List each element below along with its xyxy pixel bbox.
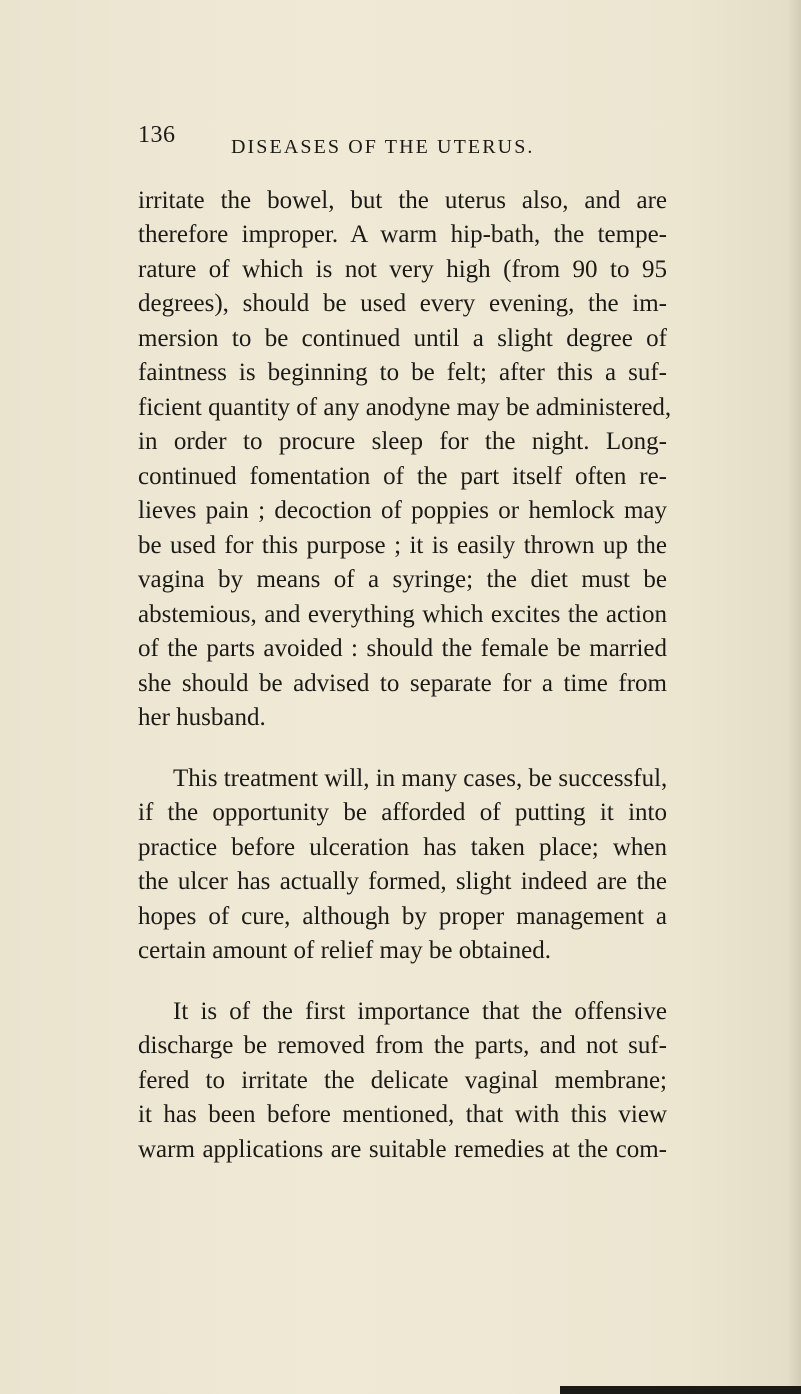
text-line: discharge be removed from the parts, and not suf- [138, 1032, 667, 1059]
text-line: of the parts avoided : should the female be married [138, 635, 667, 662]
text-line: therefore improper. A warm hip-bath, the tempe- [138, 221, 667, 248]
page-number: 136 [138, 122, 176, 148]
text-line: ficient quantity of any anodyne may be administered, [138, 394, 672, 421]
text-line: abstemious, and everything which excites the action [138, 601, 667, 628]
text-line: It is of the first importance that the offensive [173, 998, 667, 1025]
text-line: certain amount of relief may be obtained. [138, 937, 552, 964]
text-line: degrees), should be used every evening, the im- [138, 290, 667, 317]
text-line: the ulcer has actually formed, slight indeed are the [138, 868, 667, 895]
text-line: hopes of cure, although by proper management a [138, 903, 667, 930]
text-line: vagina by means of a syringe; the diet must be [138, 566, 667, 593]
running-title: DISEASES OF THE UTERUS. [231, 136, 535, 158]
text-line: practice before ulceration has taken place; when [138, 834, 667, 861]
text-line: if the opportunity be afforded of putting it into [138, 799, 667, 826]
page-edge-shadow [787, 0, 801, 1394]
text-line: be used for this purpose ; it is easily thrown up the [138, 532, 667, 559]
text-line: in order to procure sleep for the night. Long- [138, 428, 667, 455]
text-line: faintness is beginning to be felt; after this a suf- [138, 359, 667, 386]
page-bottom-edge [560, 1386, 801, 1394]
text-line: irritate the bowel, but the uterus also, and are [138, 187, 667, 214]
text-line: warm applications are suitable remedies at the com- [138, 1136, 667, 1163]
text-line: continued fomentation of the part itself often re- [138, 463, 667, 490]
text-line: it has been before mentioned, that with this view [138, 1101, 667, 1128]
text-line: This treatment will, in many cases, be successful, [173, 765, 668, 792]
text-line: mersion to be continued until a slight degree of [138, 325, 667, 352]
text-line: rature of which is not very high (from 90 to 95 [138, 256, 667, 283]
text-line: fered to irritate the delicate vaginal membrane; [138, 1067, 667, 1094]
text-line: her husband. [138, 704, 266, 731]
text-line: she should be advised to separate for a time from [138, 670, 667, 697]
text-line: lieves pain ; decoction of poppies or hemlock may [138, 497, 667, 524]
